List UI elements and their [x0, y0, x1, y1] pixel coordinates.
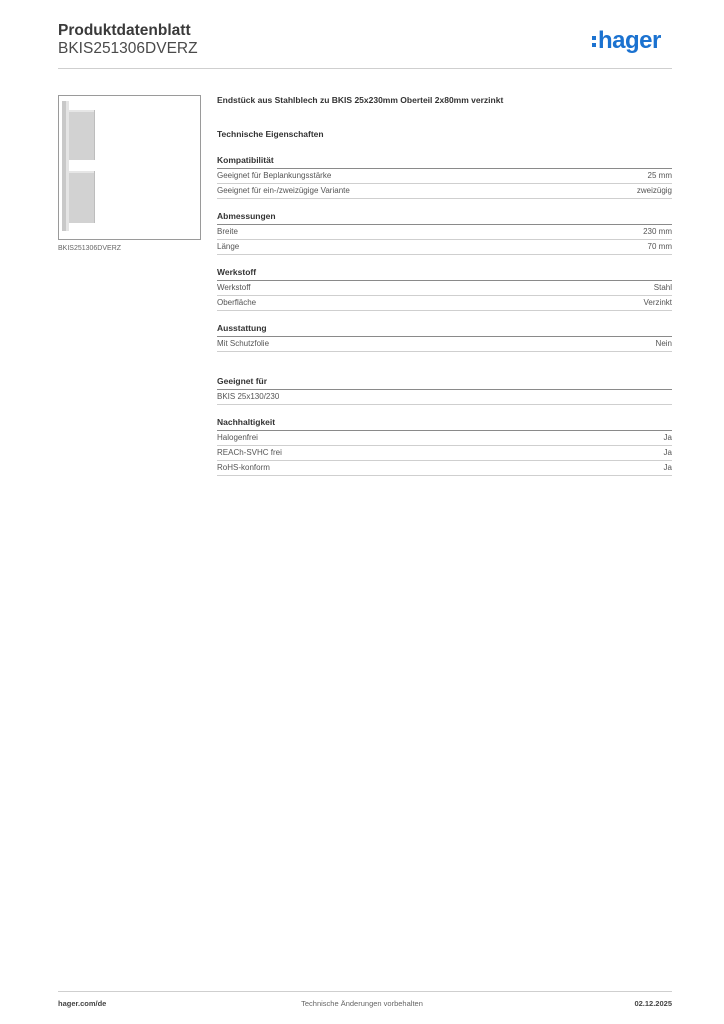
row-label: Mit Schutzfolie	[217, 339, 270, 348]
product-code: BKIS251306DVERZ	[58, 40, 198, 57]
table-row	[217, 390, 672, 405]
page-title: Produktdatenblatt	[58, 22, 191, 39]
row-label: Länge	[217, 242, 240, 251]
group-title: Kompatibilität	[217, 155, 672, 169]
row-label: Werkstoff	[217, 283, 251, 292]
table-row	[217, 184, 672, 199]
footer-disclaimer: Technische Änderungen vorbehalten	[301, 999, 423, 1008]
row-value: Verzinkt	[643, 298, 672, 307]
row-label: Geeignet für Beplankungsstärke	[217, 171, 332, 180]
table-row	[217, 446, 672, 461]
footer-divider	[58, 991, 672, 992]
row-value: Ja	[663, 433, 672, 442]
group-ausstattung	[217, 323, 672, 352]
row-value: Stahl	[653, 283, 672, 292]
group-title: Abmessungen	[217, 211, 672, 225]
tech-heading: Technische Eigenschaften	[217, 129, 324, 139]
header-divider	[58, 68, 672, 69]
group-abmessungen	[217, 211, 672, 255]
row-label: BKIS 25x130/230	[217, 392, 280, 401]
row-value: Ja	[663, 448, 672, 457]
row-label: Halogenfrei	[217, 433, 258, 442]
row-value: Nein	[655, 339, 672, 348]
group-title: Werkstoff	[217, 267, 672, 281]
row-value: zweizügig	[636, 186, 672, 195]
table-row	[217, 461, 672, 476]
table-row	[217, 337, 672, 352]
product-image	[58, 95, 201, 240]
row-label: Breite	[217, 227, 238, 236]
group-title: Geeignet für	[217, 376, 672, 390]
group-nachhaltigkeit	[217, 417, 672, 476]
product-description: Endstück aus Stahlblech zu BKIS 25x230mm Oberteil 2x80mm verzinkt	[217, 95, 504, 105]
row-label: RoHS-konform	[217, 463, 270, 472]
group-werkstoff	[217, 267, 672, 311]
group-kompatibilitaet	[217, 155, 672, 199]
footer-website-link[interactable]: hager.com/de	[58, 999, 107, 1008]
table-row	[217, 431, 672, 446]
table-row	[217, 296, 672, 311]
product-details	[217, 95, 672, 476]
table-row	[217, 169, 672, 184]
group-title: Ausstattung	[217, 323, 672, 337]
row-label: Geeignet für ein-/zweizügige Variante	[217, 186, 350, 195]
group-geeignet-fuer	[217, 376, 672, 405]
row-value: 70 mm	[647, 242, 672, 251]
image-caption: BKIS251306DVERZ	[58, 245, 122, 252]
row-value: 230 mm	[643, 227, 672, 236]
logo-wordmark: hager	[598, 27, 661, 54]
group-title: Nachhaltigkeit	[217, 417, 672, 431]
row-value: Ja	[663, 463, 672, 472]
hager-logo	[592, 29, 661, 53]
table-row	[217, 225, 672, 240]
row-label: REACh-SVHC frei	[217, 448, 282, 457]
row-label: Oberfläche	[217, 298, 257, 307]
row-value: 25 mm	[647, 171, 672, 180]
table-row	[217, 281, 672, 296]
table-row	[217, 240, 672, 255]
logo-dots-icon	[592, 36, 596, 47]
footer-date: 02.12.2025	[634, 999, 672, 1008]
end-piece-illustration	[59, 96, 200, 239]
